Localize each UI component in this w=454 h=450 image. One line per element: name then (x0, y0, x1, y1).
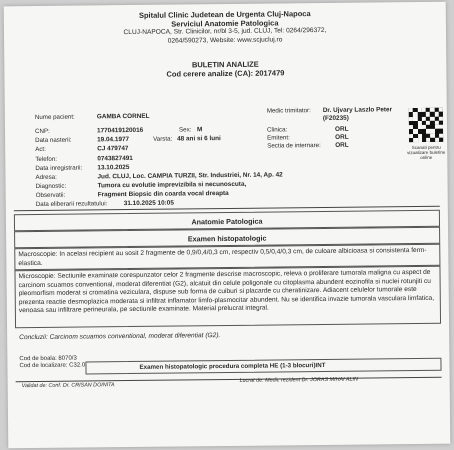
anatomy-section-title: Anatomie Patologica (191, 216, 263, 227)
observations-label: Observatii: (35, 191, 66, 200)
referring-doctor-label: Medic trimitator: (266, 107, 311, 115)
clinic-label: Clinica: (266, 126, 288, 134)
qr-caption: Scanati pentru vizualizare buletine online (407, 144, 446, 160)
age-value: 48 ani si 6 luni (177, 135, 221, 143)
phone-value: 0743827491 (97, 154, 133, 163)
hospital-address: CLUJ-NAPOCA, Str. Clinicilor, nr/bl 3-5, jud. CLUJ, Tel: 0264/296372, (123, 26, 327, 37)
disease-code: Cod de boala: 8070/3 (19, 355, 77, 363)
act-label: Act: (35, 145, 46, 154)
document-title: BULETIN ANALIZE (191, 59, 259, 70)
patient-name-label: Nume pacient: (34, 113, 75, 122)
macroscopy-text: Macroscopie: In acelasi recipient au sosit 2 fragmente de 0,9/0,4/0,3 cm, respectiv 0,5/0,4/0,3 cm, de culoare albicioasa si consistenta ferm-elastica. (18, 246, 427, 267)
hospital-contact: 0264/590273, Website: www.scjucluj.ro (167, 36, 283, 45)
emitent-value: ORL (335, 133, 349, 141)
birth-value: 19.04.1977 (97, 136, 130, 144)
validated-by: Validat de: Conf. Dr. CRISAN DOINITA (21, 382, 115, 390)
release-date: 31.10.2025 10:05 (123, 199, 174, 208)
birth-label: Data nasterii: (35, 136, 72, 145)
worked-by: Lucrat de: Medic rezident Dr. JORAS MIHAI ALIN (239, 376, 358, 384)
lab-report-page (4, 2, 451, 449)
clinic-value: ORL (334, 125, 349, 133)
qr-code-icon[interactable] (409, 108, 443, 142)
diagnostic-value: Tumora cu evolutie imprevizibila si necunoscuta, (97, 180, 247, 190)
address-label: Adresa: (35, 173, 57, 182)
patient-name: GAMBA CORNEL (96, 112, 150, 121)
sex-value: M (196, 126, 203, 134)
address-value: Jud. CLUJ, Loc. CAMPIA TURZII, Str. Industriei, Nr. 14, Ap. 42 (97, 171, 283, 181)
registration-date: 13.10.2025 (97, 164, 130, 172)
age-label: Varsta: (153, 135, 173, 143)
ward-value: ORL (335, 141, 349, 149)
release-label: Data eliberarii rezultatului: (35, 200, 108, 209)
location-code: Cod de localizare: C32.0 (19, 362, 86, 370)
sex-label: Sex: (178, 126, 192, 134)
emitent-label: Emitent: (267, 134, 290, 142)
microscopy-text: Microscopie: Sectiunile examinate corespunzator celor 2 fragmente descrise macroscopic, releva o proliferare tumorala maligna cu aspect de carcinom scuamos conventional, moderat diferentiat (G2), alcatuit din celule poligonale cu citoplasma abundent eozinofila si nuclei rotunjiti cu pleomorfism moderat si cromatina veziculara, dispuse sub forma de cuiburi si placarde cu cheratinizare. Adiacent celulelor tumorale este prezenta reactie desmoplazica moderata si infiltrat inflamator limfo-plasmocitar abundent. Nu se identifica invazie tumorala vasculara limfatica, venoasa sau infiltrare perineurala, pe sectiunile examinate. Material prelucrat integral. (18, 268, 435, 315)
act-value: CJ 479747 (97, 145, 129, 153)
department-name: Serviciul Anatomie Patologica (171, 18, 279, 29)
cnp-label: CNP: (34, 127, 50, 136)
conclusion-text: Concluzii: Carcinom scuamos conventional, moderat diferentiat (G2). (19, 332, 221, 342)
procedure-text: Examen histopatologic procedura completa HE (1-3 blocuri)INT (139, 361, 326, 371)
phone-label: Telefon: (35, 155, 58, 164)
hospital-name: Spitalul Clinic Judetean de Urgenta Cluj-Napoca (138, 9, 311, 20)
registration-label: Data inregistrarii: (35, 164, 83, 173)
exam-section-title: Examen histopatologic (187, 233, 267, 244)
ward-label: Sectia de internare: (267, 142, 321, 150)
footer-divider (16, 377, 442, 382)
cnp-value: 1770419120016 (96, 126, 144, 135)
referring-doctor: Dr. Ujvary Laszlo Peter (322, 106, 393, 114)
request-code: Cod cerere analize (CA): 2017479 (166, 68, 285, 79)
referring-doctor-code: (F20235) (322, 114, 349, 122)
observations-value: Fragment Biopsic din coarda vocal dreapta (97, 189, 229, 199)
diagnostic-label: Diagnostic: (35, 182, 67, 191)
